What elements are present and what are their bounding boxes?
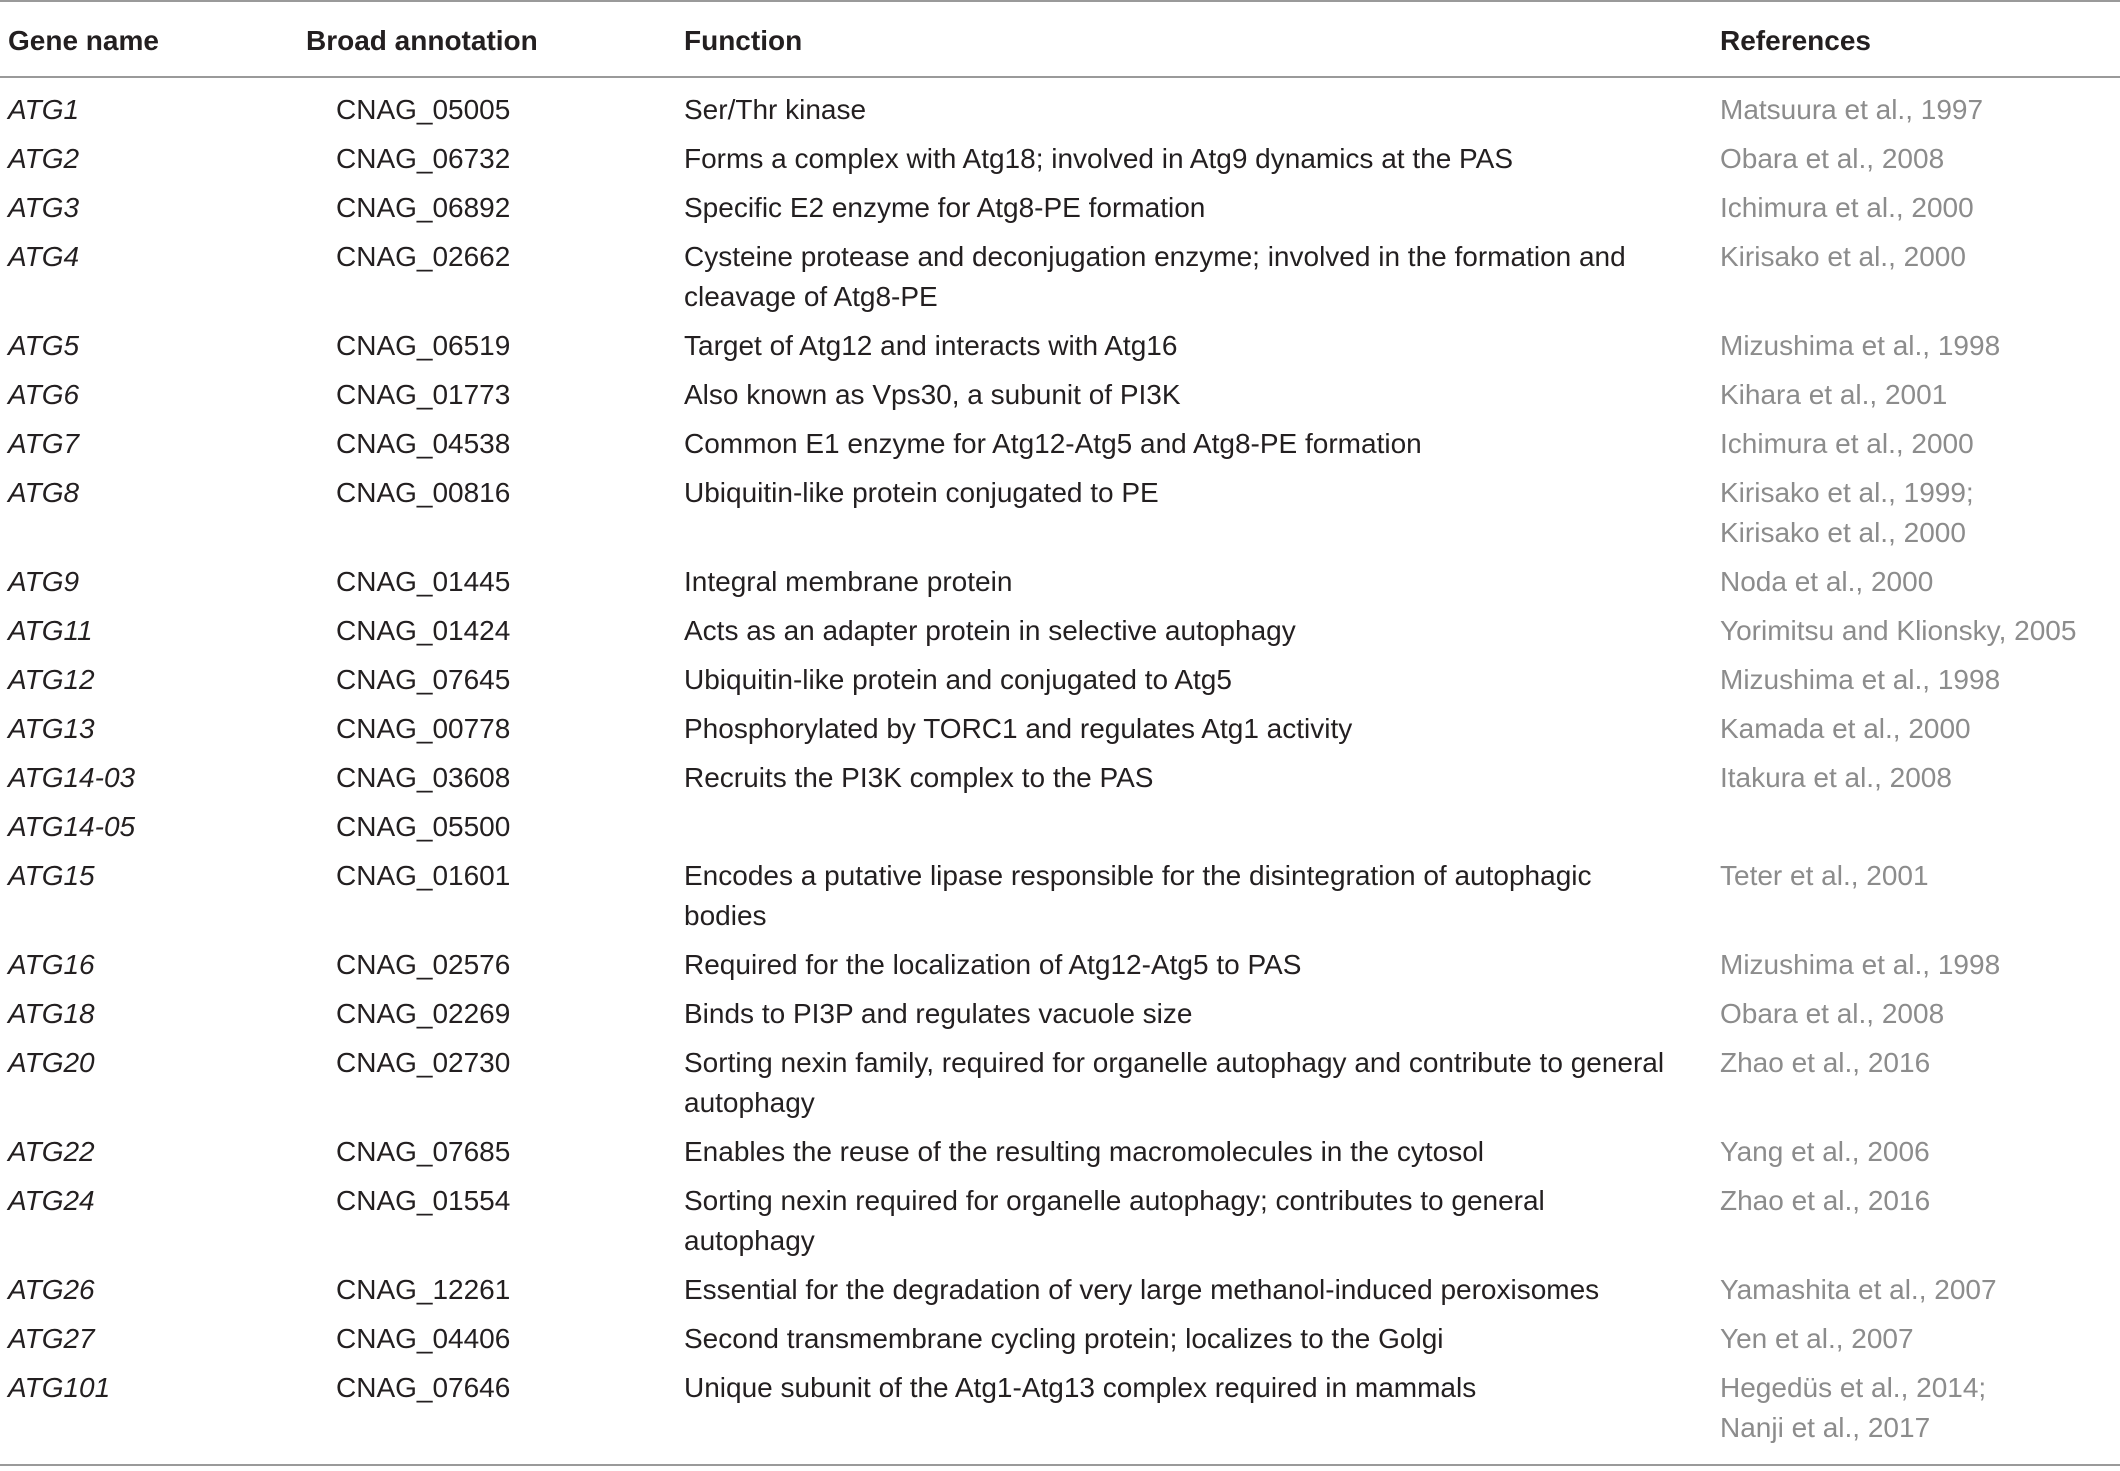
reference-citation: Obara et al., 2008 — [1720, 143, 1945, 174]
table-row — [0, 707, 2120, 756]
function-cell: Forms a complex with Atg18; involved in Atg9 dynamics at the PAS — [684, 143, 1513, 174]
gene-name-cell: ATG7 — [8, 428, 80, 459]
function-cell: Recruits the PI3K complex to the PAS — [684, 762, 1154, 793]
broad-annotation-cell: CNAG_01445 — [336, 566, 511, 597]
references-cell — [1720, 756, 2120, 805]
reference-citation: Kirisako et al., 1999; — [1720, 477, 1974, 508]
function-cell: Essential for the degradation of very large methanol-induced peroxisomes — [684, 1274, 1600, 1305]
gene-name-cell: ATG14-03 — [8, 762, 136, 793]
table-row — [0, 186, 2120, 235]
broad-annotation-cell: CNAG_00778 — [336, 713, 511, 744]
table-row — [0, 943, 2120, 992]
references-cell — [1720, 992, 2120, 1041]
broad-annotation-cell: CNAG_01601 — [336, 860, 511, 891]
gene-name-cell: ATG16 — [8, 949, 95, 980]
broad-annotation-cell: CNAG_05005 — [336, 94, 511, 125]
table-row — [0, 471, 2120, 560]
broad-annotation-cell: CNAG_07685 — [336, 1136, 511, 1167]
gene-name-cell: ATG12 — [8, 664, 95, 695]
table-row — [0, 560, 2120, 609]
references-cell — [1720, 1041, 2120, 1130]
gene-name-cell: ATG2 — [8, 143, 80, 174]
references-cell — [1720, 1130, 2120, 1179]
references-cell — [1720, 707, 2120, 756]
function-cell: Acts as an adapter protein in selective autophagy — [684, 615, 1296, 646]
gene-name-cell: ATG22 — [8, 1136, 95, 1167]
gene-name-cell: ATG15 — [8, 860, 95, 891]
reference-citation: Matsuura et al., 1997 — [1720, 94, 1984, 125]
table-body — [0, 77, 2120, 1465]
reference-citation: Zhao et al., 2016 — [1720, 1185, 1931, 1216]
table-row — [0, 422, 2120, 471]
reference-citation: Nanji et al., 2017 — [1720, 1412, 1931, 1443]
broad-annotation-cell: CNAG_07646 — [306, 1366, 684, 1465]
table-row — [0, 373, 2120, 422]
function-cell: Specific E2 enzyme for Atg8-PE formation — [684, 192, 1206, 223]
table-row — [0, 1130, 2120, 1179]
references-cell — [1720, 77, 2120, 137]
gene-name-cell: ATG6 — [8, 379, 80, 410]
header-function: Function — [684, 1, 1720, 77]
broad-annotation-cell: CNAG_07645 — [336, 664, 511, 695]
references-cell — [1720, 943, 2120, 992]
gene-name-cell: ATG26 — [8, 1274, 95, 1305]
broad-annotation-cell: CNAG_00816 — [336, 477, 511, 508]
references-cell — [1720, 1268, 2120, 1317]
reference-citation: Ichimura et al., 2000 — [1720, 428, 1974, 459]
function-cell: Ubiquitin-like protein conjugated to PE — [684, 477, 1159, 508]
broad-annotation-cell: CNAG_06892 — [336, 192, 511, 223]
references-cell — [1720, 1317, 2120, 1366]
broad-annotation-cell: CNAG_05500 — [336, 811, 511, 842]
gene-name-cell: ATG101 — [0, 1366, 306, 1465]
references-cell — [1720, 471, 2120, 560]
broad-annotation-cell: CNAG_04406 — [336, 1323, 511, 1354]
table-row — [0, 137, 2120, 186]
reference-citation: Ichimura et al., 2000 — [1720, 192, 1974, 223]
reference-citation: Mizushima et al., 1998 — [1720, 664, 2001, 695]
reference-citation: Kamada et al., 2000 — [1720, 713, 1971, 744]
function-cell: Binds to PI3P and regulates vacuole size — [684, 998, 1193, 1029]
gene-name-cell: ATG18 — [8, 998, 95, 1029]
reference-citation: Kihara et al., 2001 — [1720, 379, 1948, 410]
table-row — [0, 658, 2120, 707]
gene-name-cell: ATG20 — [8, 1047, 95, 1078]
gene-name-cell: ATG24 — [8, 1185, 95, 1216]
table-row — [0, 1268, 2120, 1317]
table-row — [0, 756, 2120, 805]
gene-name-cell: ATG27 — [8, 1323, 95, 1354]
broad-annotation-cell: CNAG_02662 — [336, 241, 511, 272]
references-cell — [1720, 805, 2120, 854]
references-cell — [1720, 137, 2120, 186]
function-cell: Encodes a putative lipase responsible for the disintegration of autophagic bodies — [684, 860, 1592, 931]
reference-citation: Noda et al., 2000 — [1720, 566, 1934, 597]
function-cell: Ubiquitin-like protein and conjugated to Atg5 — [684, 664, 1232, 695]
references-cell — [1720, 609, 2120, 658]
table-row — [0, 77, 2120, 137]
header-broad-annotation: Broad annotation — [306, 1, 684, 77]
broad-annotation-cell: CNAG_12261 — [336, 1274, 511, 1305]
references-cell — [1720, 186, 2120, 235]
table-row — [0, 1179, 2120, 1268]
header-row — [0, 1, 2120, 77]
reference-citation: Obara et al., 2008 — [1720, 998, 1945, 1029]
function-cell: Ser/Thr kinase — [684, 94, 867, 125]
references-cell — [1720, 658, 2120, 707]
table-row — [0, 854, 2120, 943]
function-cell: Unique subunit of the Atg1-Atg13 complex required in mammals — [684, 1366, 1720, 1465]
header-gene-name: Gene name — [0, 1, 306, 77]
function-cell: Sorting nexin required for organelle autophagy; contributes to general autophagy — [684, 1185, 1545, 1256]
reference-citation: Kirisako et al., 2000 — [1720, 241, 1966, 272]
table-row — [0, 609, 2120, 658]
header-references: References — [1720, 1, 2120, 77]
broad-annotation-cell: CNAG_06519 — [336, 330, 511, 361]
function-cell: Enables the reuse of the resulting macromolecules in the cytosol — [684, 1136, 1484, 1167]
references-cell — [1720, 560, 2120, 609]
references-cell — [1720, 1366, 2120, 1465]
table-row — [0, 1366, 2120, 1465]
table-header — [0, 1, 2120, 77]
reference-citation: Yen et al., 2007 — [1720, 1323, 1914, 1354]
table-row — [0, 324, 2120, 373]
reference-citation: Mizushima et al., 1998 — [1720, 949, 2001, 980]
reference-citation: Mizushima et al., 1998 — [1720, 330, 2001, 361]
reference-citation: Itakura et al., 2008 — [1720, 762, 1952, 793]
function-cell: Phosphorylated by TORC1 and regulates Atg1 activity — [684, 713, 1353, 744]
broad-annotation-cell: CNAG_01554 — [336, 1185, 511, 1216]
broad-annotation-cell: CNAG_06732 — [336, 143, 511, 174]
broad-annotation-cell: CNAG_01424 — [336, 615, 511, 646]
gene-name-cell: ATG3 — [8, 192, 80, 223]
broad-annotation-cell: CNAG_02576 — [336, 949, 511, 980]
reference-citation: Yamashita et al., 2007 — [1720, 1274, 1997, 1305]
gene-name-cell: ATG9 — [8, 566, 80, 597]
gene-name-cell: ATG8 — [8, 477, 80, 508]
references-cell — [1720, 422, 2120, 471]
broad-annotation-cell: CNAG_02269 — [336, 998, 511, 1029]
reference-citation: Teter et al., 2001 — [1720, 860, 1929, 891]
function-cell: Also known as Vps30, a subunit of PI3K — [684, 379, 1181, 410]
table-row — [0, 235, 2120, 324]
broad-annotation-cell: CNAG_01773 — [336, 379, 511, 410]
references-cell — [1720, 854, 2120, 943]
function-cell — [684, 805, 1720, 854]
gene-name-cell: ATG4 — [8, 241, 80, 272]
gene-name-cell: ATG11 — [8, 615, 93, 646]
gene-name-cell: ATG13 — [8, 713, 95, 744]
reference-citation: Yorimitsu and Klionsky, 2005 — [1720, 615, 2077, 646]
table-row — [0, 1317, 2120, 1366]
references-cell — [1720, 373, 2120, 422]
references-cell — [1720, 235, 2120, 324]
function-cell: Required for the localization of Atg12-Atg5 to PAS — [684, 949, 1302, 980]
table-row — [0, 992, 2120, 1041]
table-row — [0, 805, 2120, 854]
gene-name-cell: ATG5 — [8, 330, 80, 361]
reference-citation: Kirisako et al., 2000 — [1720, 517, 1966, 548]
reference-citation: Zhao et al., 2016 — [1720, 1047, 1931, 1078]
broad-annotation-cell: CNAG_03608 — [336, 762, 511, 793]
gene-name-cell: ATG1 — [8, 94, 80, 125]
references-cell — [1720, 324, 2120, 373]
references-cell — [1720, 1179, 2120, 1268]
function-cell: Common E1 enzyme for Atg12-Atg5 and Atg8-PE formation — [684, 428, 1422, 459]
reference-citation: Hegedüs et al., 2014; — [1720, 1372, 1987, 1403]
gene-name-cell: ATG14-05 — [8, 811, 136, 842]
broad-annotation-cell: CNAG_04538 — [336, 428, 511, 459]
reference-citation: Yang et al., 2006 — [1720, 1136, 1930, 1167]
function-cell: Integral membrane protein — [684, 566, 1013, 597]
broad-annotation-cell: CNAG_02730 — [336, 1047, 511, 1078]
function-cell: Second transmembrane cycling protein; localizes to the Golgi — [684, 1323, 1444, 1354]
function-cell: Sorting nexin family, required for organelle autophagy and contribute to general autophagy — [684, 1047, 1665, 1118]
function-cell: Cysteine protease and deconjugation enzyme; involved in the formation and cleavage of Atg8-PE — [684, 241, 1626, 312]
function-cell: Target of Atg12 and interacts with Atg16 — [684, 330, 1178, 361]
table-row — [0, 1041, 2120, 1130]
